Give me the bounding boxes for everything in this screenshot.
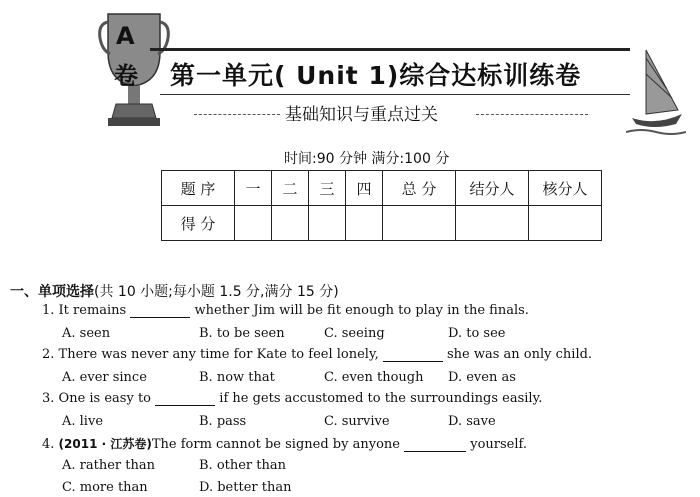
title-underline: [160, 94, 630, 95]
question-number: 3.: [42, 391, 55, 406]
badge-letter: A: [116, 22, 135, 50]
table-cell: 二: [272, 171, 309, 206]
question-text: The form cannot be signed by anyone: [151, 437, 400, 452]
question-2: [42, 347, 592, 362]
question-3: [42, 391, 542, 406]
table-cell: 四: [346, 171, 383, 206]
question-text: It remains: [58, 303, 127, 318]
option-d[interactable]: D. even as: [448, 370, 516, 385]
score-cell[interactable]: [529, 206, 602, 241]
option-c[interactable]: C. even though: [324, 370, 424, 385]
score-table: [161, 170, 602, 241]
question-text: One is easy to: [58, 391, 152, 406]
score-table-score-row: [162, 206, 602, 241]
question-text: There was never any time for Kate to feel lonely,: [58, 347, 379, 362]
table-cell: 三: [309, 171, 346, 206]
option-b[interactable]: B. to be seen: [199, 326, 285, 341]
score-cell[interactable]: [456, 206, 529, 241]
option-a[interactable]: A. live: [62, 414, 104, 429]
option-c[interactable]: C. survive: [324, 414, 390, 429]
option-d[interactable]: D. to see: [448, 326, 506, 341]
table-cell: 结分人: [456, 171, 529, 206]
badge-volume: 卷: [114, 62, 138, 90]
section-note: (共 10 小题;每小题 1.5 分,满分 15 分): [94, 284, 339, 300]
page-title: 第一单元( Unit 1)综合达标训练卷: [170, 61, 582, 90]
option-b[interactable]: B. pass: [199, 414, 247, 429]
answer-blank[interactable]: [404, 439, 466, 452]
section-heading: [10, 281, 339, 301]
sailboat-icon: [626, 48, 686, 138]
question-text: whether Jim will be fit enough to play in the finals.: [194, 303, 529, 318]
answer-blank[interactable]: [155, 393, 215, 406]
question-1: [42, 303, 529, 318]
time-score-info: 时间:90 分钟 满分:100 分: [284, 151, 450, 167]
section-title: 一、单项选择: [10, 284, 94, 300]
option-a[interactable]: A. ever since: [62, 370, 147, 385]
question-number: 1.: [42, 303, 55, 318]
subtitle-dash-left: [194, 114, 280, 115]
table-cell: 一: [235, 171, 272, 206]
question-text: she was an only child.: [447, 347, 593, 362]
score-cell[interactable]: [346, 206, 383, 241]
option-c[interactable]: C. more than: [62, 480, 148, 495]
title-rule: [150, 48, 630, 51]
question-4: [42, 435, 527, 452]
option-b[interactable]: B. now that: [199, 370, 275, 385]
question-source: (2011 · 江苏卷): [58, 437, 152, 451]
option-d[interactable]: D. save: [448, 414, 496, 429]
option-a[interactable]: A. rather than: [62, 458, 155, 473]
option-a[interactable]: A. seen: [62, 326, 111, 341]
subtitle-dash-right: [476, 114, 588, 115]
table-cell: 核分人: [529, 171, 602, 206]
option-d[interactable]: D. better than: [199, 480, 292, 495]
score-cell[interactable]: [383, 206, 456, 241]
score-table-header-row: [162, 171, 602, 206]
answer-blank[interactable]: [130, 305, 190, 318]
table-cell: 总 分: [383, 171, 456, 206]
question-number: 2.: [42, 347, 55, 362]
option-c[interactable]: C. seeing: [324, 326, 385, 341]
answer-blank[interactable]: [383, 349, 443, 362]
question-number: 4.: [42, 437, 55, 452]
score-cell[interactable]: [235, 206, 272, 241]
score-cell[interactable]: [309, 206, 346, 241]
score-cell[interactable]: [272, 206, 309, 241]
question-text: if he gets accustomed to the surroundings easily.: [219, 391, 543, 406]
question-text: yourself.: [470, 437, 528, 452]
table-cell: 得 分: [162, 206, 235, 241]
option-b[interactable]: B. other than: [199, 458, 287, 473]
page-subtitle: 基础知识与重点过关: [285, 105, 438, 125]
table-cell: 题 序: [162, 171, 235, 206]
